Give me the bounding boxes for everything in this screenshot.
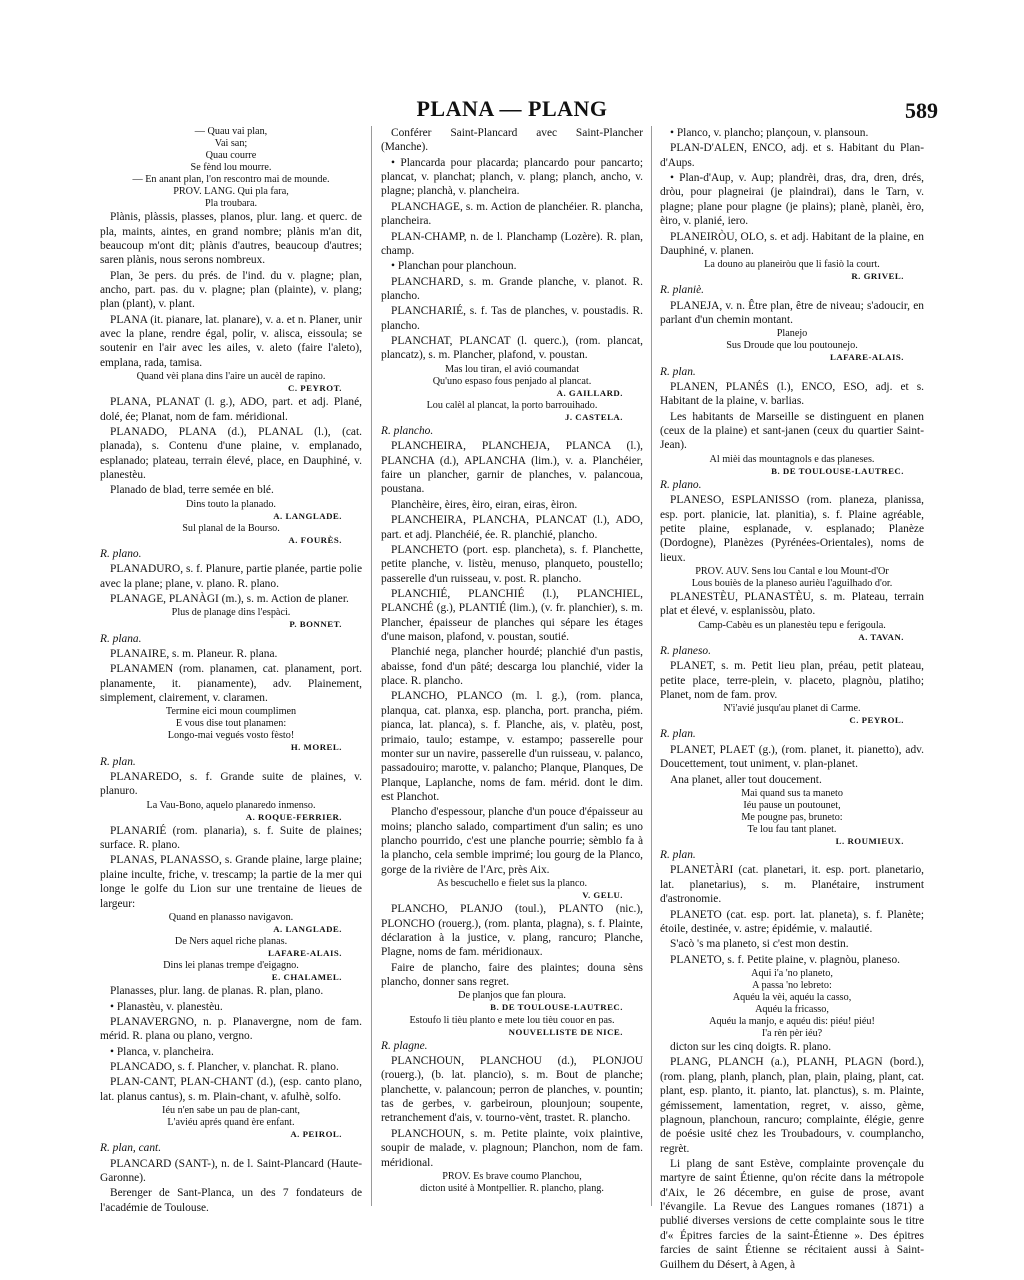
etymology-reference: R. plana. (100, 632, 142, 645)
etymology-reference: R. plan. (100, 755, 136, 768)
quotation-line: Longo-mai vegués vosto fèsto! (167, 730, 295, 742)
quotation-line: Quand vèi plana dins l'aire un aucèl de rapino. (136, 371, 326, 383)
etymology-reference: R. plagne. (381, 1039, 428, 1052)
dictionary-entry: PLANCHAGE, s. m. Action de planchéier. R. plancha, plancheira. (381, 200, 643, 228)
dictionary-entry: PLANAS, PLANASSO, s. Grande plaine, large plaine; plaine inculte, friche, v. trescamp; la partie de la mer qui longe le golfe du Lion sur une trentaine de lieues de largeur: (100, 854, 362, 910)
etymology-reference: R. plan. (660, 728, 696, 741)
dictionary-entry: PLANADURO, s. f. Planure, partie planée, partie polie avec la plane; plane, v. plano. R. plano. (100, 563, 362, 590)
column-divider (371, 126, 372, 1206)
quotation-author: A. GAILLARD. (556, 387, 623, 398)
quotation-author: V. GELU. (582, 890, 623, 901)
quotation-line: Vai san; (214, 138, 248, 150)
dictionary-entry: PLAN-CANT, PLAN-CHANT (d.), (esp. canto plano, lat. planus cantus), s. m. Plain-chant, v. afulhè, solfo. (100, 1076, 362, 1103)
dictionary-entry: PLANADO, PLANA (d.), PLANAL (l.), (cat. planada), s. Contenu d'une plaine, v. emplanado, esplanado; plateau, terrain élevé, place, en Dauphiné, v. planestèu. (100, 426, 362, 482)
quotation-line: Dins touto la planado. (186, 498, 276, 510)
dictionary-entry: PLANET, s. m. Petit lieu plan, préau, petit plateau, petite place, terre-plein, v. placeto, plagnòu, platiho; Planet, nom de fam. prov. (660, 660, 924, 701)
dictionary-entry: PLANCHEIRA, PLANCHEJA, PLANCA (l.), PLANCHA (d.), APLANCHA (lim.), v. a. Planchéier, faire un plancher, garnir de planches, v. palancoua, poustana. (381, 440, 643, 496)
dictionary-entry: PLANCHAT, PLANCAT (l. querc.), (rom. plancat, plancatz), s. m. Plancher, plafond, v. poustan. (381, 335, 643, 362)
quotation-author: H. MOREL. (290, 742, 342, 753)
dictionary-entry: PLANA, PLANAT (l. g.), ADO, part. et adj. Plané, dolé, ée; Planat, nom de fam. méridional. (100, 396, 362, 423)
quotation-author: LAFARE-ALAIS. (829, 352, 904, 363)
quotation-line: Lou calèl al plancat, la porto barrouihado. (426, 399, 598, 411)
dictionary-entry: PLANARIÉ (rom. planaria), s. f. Suite de plaines; surface. R. plano. (100, 824, 362, 852)
dictionary-entry: dicton sur les cinq doigts. R. plano. (670, 1041, 832, 1054)
quotation-author: A. TAVAN. (858, 631, 904, 642)
quotation-line: Aqui i'a 'no planeto, (751, 967, 833, 979)
dictionary-entry: Li plang de sant Estève, complainte provençale du martyre de saint Étienne, qu'on récite dans la métropole d'Aix, le 26 décembre, en guise de prose, avant l'évangile. La Revue des Langues romanes (1871) a publié diverses versions de cette complainte sous le titre d'« Épitres farcies de la saint-Étienne ». Des épitres farcies de saint Étienne se récitaient aussi à Saint-Guilhem du Désert, à Agen, à (660, 1158, 924, 1271)
dictionary-entry: Ana planet, aller tout doucement. (670, 773, 822, 786)
quotation-author: C. PEYROL. (849, 715, 904, 726)
quotation-line: Sul planal de la Bourso. (182, 522, 280, 534)
quotation-author: A. FOURÈS. (288, 534, 342, 545)
quotation-line: dicton usité à Montpellier. R. plancho, plang. (420, 1182, 604, 1194)
dictionary-entry: PLANAVERGNO, n. p. Planavergne, nom de fam. mérid. R. plana ou plano, vergno. (100, 1015, 362, 1043)
quotation-line: Qu'uno espaso fous penjado al plancat. (432, 375, 592, 387)
dictionary-entry: PLANAREDO, s. f. Grande suite de plaines, v. planuro. (100, 770, 362, 798)
quotation-line: Camp-Cabèu es un planestèu tepu e ferigoula. (698, 619, 886, 631)
quotation-line: Estoufo li tièu planto e mete lou tièu couor en pas. (409, 1014, 615, 1026)
dictionary-entry: PLANEN, PLANÉS (l.), ENCO, ESO, adj. et s. Habitant de la plaine, v. barlias. (660, 380, 924, 408)
quotation-line: — En anant plan, l'on rescontro mai de mounde. (132, 174, 330, 186)
dictionary-entry: Berenger de Sant-Planca, un des 7 fondateurs de l'académie de Toulouse. (100, 1187, 362, 1214)
dictionary-entry: • Planchan pour planchoun. (391, 260, 517, 273)
quotation-line: De planjos que fan ploura. (458, 990, 566, 1002)
dictionary-entry: Faire de plancho, faire des plaintes; douna sèns plancho, donner sans regret. (381, 961, 643, 989)
dictionary-entry: PLANEJA, v. n. Être plan, être de niveau; s'adoucir, en parlant d'un chemin montant. (660, 299, 924, 327)
dictionary-entry: • Plan-d'Aup, v. Aup; plandrèi, dras, dra, dren, drés, dròu, pour plagneirai (je plaindrai), dans le Tarn, v. plagne; plane pour plagne (je plains); planè, planèi, èro, èiro, v. planié, iero. (660, 172, 924, 228)
quotation-line: Mas lou tiran, el avió coumandat (444, 363, 580, 375)
column-divider (651, 126, 652, 1206)
quotation-line: PROV. AUV. Sens lou Cantal e lou Mount-d'Or (695, 565, 889, 577)
quotation-author: R. GRIVEL. (851, 271, 904, 282)
quotation-line: Te lou fau tant planet. (747, 823, 837, 835)
quotation-line: Al mièi das mountagnols e das planeses. (709, 453, 875, 465)
dictionary-entry: Conférer Saint-Plancard avec Saint-Plancher (Manche). (381, 127, 643, 154)
quotation-line: Mai quand sus ta maneto (741, 787, 843, 799)
quotation-line: N'i'avié jusqu'au planet di Carme. (723, 703, 861, 715)
quotation-line: As bescuchello e fielet sus la planco. (436, 878, 588, 890)
dictionary-entry: PLANAIRE, s. m. Planeur. R. plana. (110, 647, 278, 660)
etymology-reference: R. plan, cant. (100, 1142, 162, 1155)
dictionary-entry: Planasses, plur. lang. de planas. R. plan, plano. (110, 985, 324, 998)
dictionary-entry: Planado de blad, terre semée en blé. (110, 484, 274, 497)
quotation-author: P. BONNET. (289, 619, 342, 630)
dictionary-entry: PLANET, PLAET (g.), (rom. planet, it. pianetto), adv. Doucettement, tout uniment, v. plan-planet. (660, 743, 924, 771)
quotation-line: — Quau vai plan, (194, 126, 268, 137)
quotation-line: Plus de planage dins l'espàci. (171, 607, 291, 619)
quotation-line: Sus Droude que lou poutounejo. (726, 340, 858, 352)
etymology-reference: R. planeso. (660, 644, 711, 657)
etymology-reference: R. plancho. (381, 425, 434, 437)
quotation-line: PROV. Es brave coumo Planchou, (442, 1170, 582, 1182)
quotation-line: La douno au planeiròu que li fasiò la court. (704, 259, 880, 271)
dictionary-entry: PLANG, PLANCH (a.), PLANH, PLAGN (bord.), (rom. plang, planh, planch, plan, plain, plaing, plant, cat. plant, esp. planto, it. pianto, lat. planctus), s. m. Plainte, gémissement, lamentation, regret, v. aisso, gème, plagnoun, planchoun, rancuro; complainte, élégie, genre de poésie usité chez les Troubadours, v. coumplancho, regrèt. (660, 1056, 924, 1155)
quotation-line: E vous dise tout planamen: (175, 718, 287, 730)
dictionary-entry: PLANAMEN (rom. planamen, cat. planament, port. planamente, it. pianamente), adv. Plainement, simplement, clairement, v. claramen. (100, 663, 362, 704)
dictionary-entry: Plànis, plàssis, plasses, planos, plur. lang. et querc. de pla, maints, aintes, en grand nombre; plànis m'an dit, beaucoup m'ont dit; plànis d'autres, beaucoup d'autres; saren plànis, nous serons nombreux. (100, 211, 362, 267)
dictionary-entry: PLANETO, s. f. Petite plaine, v. plagnòu, planeso. (670, 953, 900, 966)
etymology-reference: R. plan. (660, 849, 696, 862)
dictionary-entry: PLANCARD (SANT-), n. de l. Saint-Plancard (Haute-Garonne). (100, 1157, 362, 1184)
quotation-line: La Vau-Bono, aquelo planaredo inmenso. (146, 799, 316, 811)
quotation-line: Iéu pause un poutounet, (743, 799, 841, 811)
quotation-line: Pla troubara. (204, 198, 258, 210)
quotation-author: E. CHALAMEL. (271, 972, 342, 983)
dictionary-entry: S'acò 's ma planeto, si c'est mon destin. (670, 938, 849, 951)
quotation-line: Aquéu la fricasso, (755, 1004, 829, 1016)
quotation-author: B. DE TOULOUSE-LAUTREC. (490, 1002, 623, 1013)
dictionary-entry: • Planastèu, v. planestèu. (110, 1000, 223, 1013)
dictionary-entry: PLANEIRÒU, OLO, s. et adj. Habitant de la plaine, en Dauphiné, v. planen. (660, 230, 924, 257)
dictionary-entry: PLANCHOUN, s. m. Petite plainte, voix plaintive, soupir de malade, v. plagnoun; Planchon, nom de fam. méridional. (381, 1127, 643, 1169)
quotation-line: Aquéu la manjo, e aquéu dis: piéu! piéu! (709, 1016, 875, 1028)
dictionary-entry: PLANCHO, PLANJO (toul.), PLANTO (nic.), PLONCHO (rouerg.), (rom. planta, plagna), s. f. Plainte, déclaration à la justice, v. plang, rancuro; Planche, Plagne, noms de fam. méridionaux. (381, 903, 643, 959)
quotation-author: J. CASTELA. (564, 411, 623, 422)
dictionary-entry: Plan, 3e pers. du prés. de l'ind. du v. plagne; plan, ancho, part. pas. du v. plagne; plan (plainte), v. plang; plan (plant), v. plant. (100, 269, 362, 311)
quotation-line: Me pougne pas, bruneto: (741, 811, 843, 823)
etymology-reference: R. plano. (100, 548, 142, 561)
etymology-reference: R. planiè. (660, 284, 704, 297)
quotation-line: Termine eici moun coumplimen (165, 706, 297, 718)
quotation-author: LAFARE-ALAIS. (267, 948, 342, 959)
dictionary-entry: • Plancarda pour placarda; plancardo pour pancarto; plancat, v. planchat; planch, v. plang; planch, ancho, v. plagne; planchà, v. plancheira. (381, 156, 643, 198)
page-number: 589 (905, 98, 938, 123)
dictionary-entry: PLANA (it. pianare, lat. planare), v. a. et n. Planer, unir avec la plane, rendre égal, polir, v. alisca, eissoula; se soutenir en l'air avec les ailes, v. aleto (faire l'aleto), emplana, rada, tamisa. (100, 313, 362, 369)
quotation-author: C. PEYROT. (288, 383, 342, 394)
quotation-line: Iéu n'en sabe un pau de plan-cant, (162, 1105, 300, 1117)
dictionary-entry: PLANCHOUN, PLANCHOU (d.), PLONJOU (rouerg.), (b. lat. plancio), s. m. Bout de planche; planchette, v. palancoun; perron de planches, v. pountin; tas de gerbes, v. garbeiroun, plounjoun; soupente, retranchement d'ais, v. tourno-vènt, trastet. R. plancho. (381, 1054, 643, 1125)
quotation-author: B. DE TOULOUSE-LAUTREC. (771, 465, 904, 476)
quotation-author: A. LANGLADE. (273, 510, 342, 521)
dictionary-entry: PLANCADO, s. f. Plancher, v. planchat. R. plano. (110, 1061, 339, 1073)
quotation-line: Lous bouiès de la planeso aurièu l'aguilhado d'or. (691, 578, 893, 590)
quotation-line: Se fènd lou mourre. (190, 162, 272, 174)
dictionary-entry: PLANAGE, PLANÀGI (m.), s. m. Action de planer. (110, 593, 349, 606)
quotation-line: A passa 'no lebreto: (752, 979, 832, 991)
quotation-author: L. ROUMIEUX. (835, 835, 904, 846)
quotation-line: I'a rèn pèr iéu? (761, 1028, 823, 1040)
quotation-line: Aquéu la vèi, aquéu la casso, (732, 992, 852, 1003)
quotation-line: Quau courre (205, 150, 257, 162)
dictionary-entry: • Planca, v. plancheira. (110, 1045, 214, 1058)
dictionary-entry: Les habitants de Marseille se distinguent en planen (ceux de la plaine) et sant-janen (ceux du quartier Saint-Jean). (660, 410, 924, 452)
dictionary-entry: PLAN-CHAMP, n. de l. Planchamp (Lozère). R. plan, champ. (381, 230, 643, 257)
quotation-line: Planejo (776, 328, 808, 340)
quotation-line: PROV. LANG. Qui pla fara, (173, 186, 289, 198)
quotation-line: L'aviéu aprés quand ère enfant. (167, 1117, 295, 1129)
quotation-author: NOUVELLISTE DE NICE. (508, 1026, 623, 1037)
column-left (100, 126, 362, 1214)
dictionary-entry: PLANCHEIRA, PLANCHA, PLANCAT (l.), ADO, part. et adj. Planchéié, ée. R. planchié, plancho. (381, 514, 643, 541)
quotation-author: A. LANGLADE. (273, 923, 342, 934)
quotation-line: De Ners aquel riche planas. (174, 935, 288, 947)
dictionary-entry: PLANCHARIÉ, s. f. Tas de planches, v. poustadis. R. plancho. (381, 305, 643, 332)
dictionary-entry: PLANCHIÉ, PLANCHIÉ (l.), PLANCHIEL, PLANCHÉ (g.), PLANTIÉ (lim.), (v. fr. planchier), s. m. Plancher, épaisseur de planches qui sépare les étages d'une maison, plafond, v. poustan, soutié. (381, 587, 643, 644)
dictionary-entry: Plancho d'espessour, planche d'un pouce d'épaisseur au moins; plancho salado, compartiment d'un salin; es uno plancho pourrido, c'est une planche pourrie; sèmblo fa à la plancho, cela semble imprimé; lou gourg de la Planco, gorge de la rivière de l'Arc, près Aix. (381, 806, 643, 876)
etymology-reference: R. plan. (660, 365, 696, 378)
dictionary-entry: PLANCHETO (port. esp. plancheta), s. f. Planchette, petite planche, v. listèu, menuso, planqueto, poustello; passerelle d'un ruisseau, v. post. R. plancho. (381, 543, 643, 585)
quotation-line: Dins lei planas trempe d'eigagno. (163, 960, 299, 972)
quotation-author: A. PEIROL. (290, 1129, 342, 1140)
dictionary-entry: • Planco, v. plancho; plançoun, v. plansoun. (670, 127, 869, 139)
dictionary-entry: Planchié nega, plancher hourdé; planchié d'un pastis, abaisse, fond d'un pâté; descarga lou planchié, vider la place. R. plancho. (381, 646, 643, 688)
dictionary-entry: PLANESO, ESPLANISSO (rom. planeza, planissa, esp. port. planicie, lat. planitia), s. f. Plaine agréable, petite plaine, esplanade, v. esplanado; Planèze (Dordogne), Planèzes (Pyrénées-Orientales), noms de lieux. (660, 494, 924, 564)
column-middle (381, 126, 643, 1204)
dictionary-entry: PLAN-D'ALEN, ENCO, adj. et s. Habitant du Plan-d'Aups. (660, 142, 924, 169)
dictionary-entry: PLANESTÈU, PLANASTÈU, s. m. Plateau, terrain plat et élevé, v. esplanissòu, plato. (660, 591, 924, 618)
etymology-reference: R. plano. (660, 478, 702, 491)
dictionary-entry: PLANETO (cat. esp. port. lat. planeta), s. f. Planète; étoile, destinée, v. astre; épidémie, v. malautié. (660, 908, 924, 935)
dictionary-entry: PLANETÀRI (cat. planetari, it. esp. port. planetario, lat. planetarius), s. m. Planétaire, instrument d'astronomie. (660, 864, 924, 906)
page-header-title: PLANA — PLANG (416, 96, 608, 121)
column-right (660, 126, 924, 1271)
dictionary-entry: PLANCHARD, s. m. Grande planche, v. planot. R. plancho. (381, 275, 643, 302)
dictionary-entry: PLANCHO, PLANCO (m. l. g.), (rom. planca, planqua, cat. planxa, esp. plancha, port. prancha, piém. pianca, lat. planca), s. f. Planche, ais, v. platèu, post, primaio, taulo; estampe, v. estampo; passerelle pour monter sur un navire, passerelle d'un ruisseau, v. palanco, passadouiro; marotte, v. palancho; Planque, Planques, De Planque, Laplanche, noms de fam. mérid. dont le dim. est Planchot. (381, 690, 643, 803)
quotation-line: Quand en planasso navigavon. (168, 911, 294, 923)
quotation-author: A. ROQUE-FERRIER. (245, 811, 342, 822)
dictionary-entry: Planchèire, èires, èiro, eiran, eiras, èiron. (391, 498, 578, 511)
